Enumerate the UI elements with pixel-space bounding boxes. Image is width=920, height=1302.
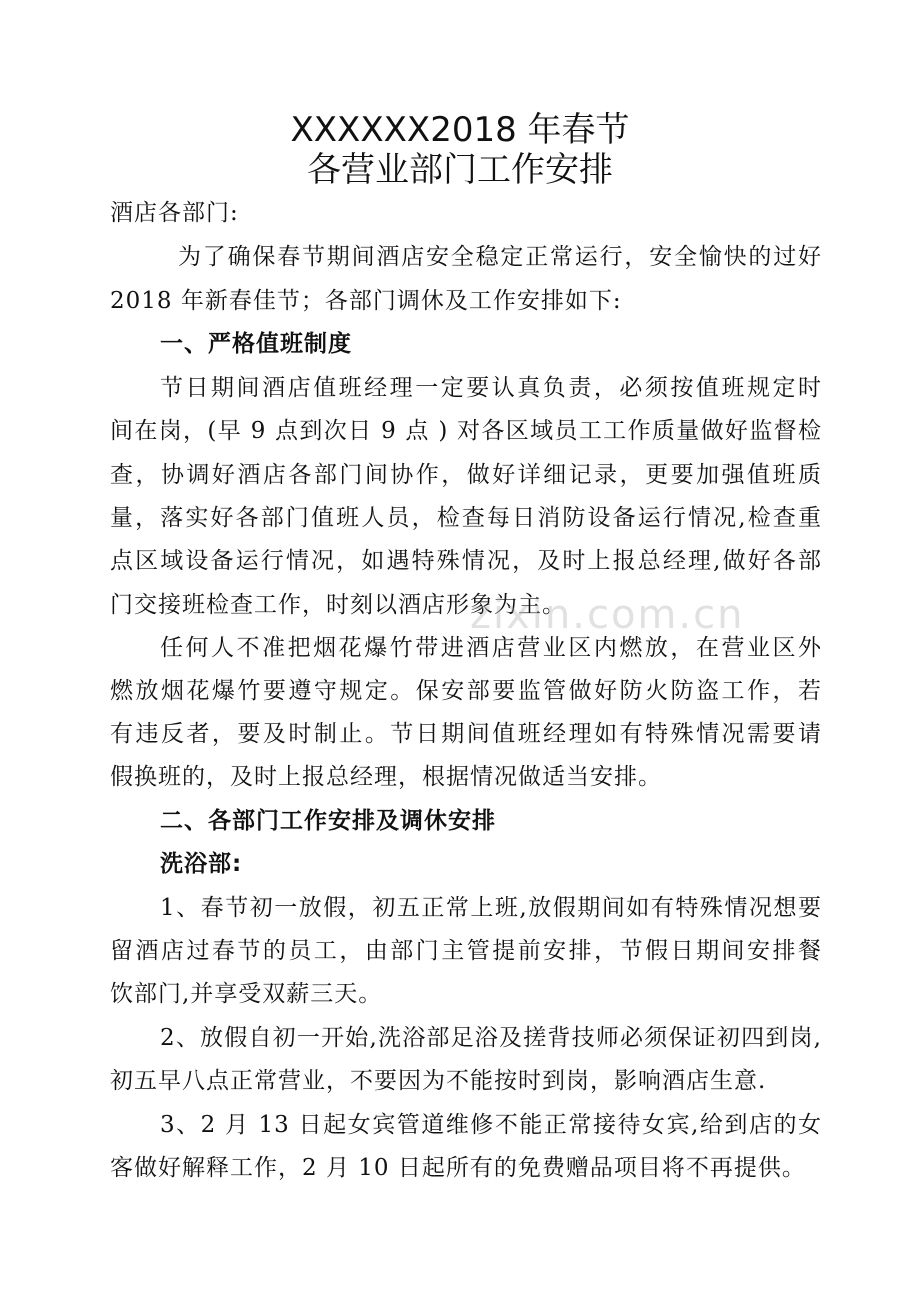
section1-para1-line: 量，落实好各部门值班人员，检查每日消防设备运行情况,检查重 bbox=[110, 505, 822, 531]
section1-para1-line: 查，协调好酒店各部门间协作，做好详细记录，更要加强值班质 bbox=[110, 462, 822, 488]
section1-para2-line: 假换班的，及时上报总经理，根据情况做适当安排。 bbox=[110, 764, 662, 790]
section1-para1-line: 间在岗，(早 9 点到次日 9 点 ) 对各区域员工工作质量做好监督检 bbox=[110, 418, 822, 444]
item3-line: 客做好解释工作，2 月 10 日起所有的免费赠品项目将不再提供。 bbox=[110, 1155, 806, 1181]
document-title-line1: XXXXXX2018 年春节 bbox=[290, 110, 630, 150]
subsection-heading: 洗浴部: bbox=[160, 851, 243, 877]
item3-line: 3、2 月 13 日起女宾管道维修不能正常接待女宾,给到店的女 bbox=[160, 1112, 822, 1138]
section1-heading: 一、严格值班制度 bbox=[160, 331, 352, 357]
section1-para1-line: 点区域设备运行情况，如遇特殊情况，及时上报总经理,做好各部 bbox=[110, 548, 822, 574]
item1-line: 1、春节初一放假，初五正常上班,放假期间如有特殊情况想要 bbox=[160, 895, 822, 921]
section1-para2-line: 燃放烟花爆竹要遵守规定。保安部要监管做好防火防盗工作，若 bbox=[110, 678, 822, 704]
section1-para1-line: 节日期间酒店值班经理一定要认真负责，必须按值班规定时 bbox=[160, 375, 822, 401]
item2-line: 2、放假自初一开始,洗浴部足浴及搓背技师必须保证初四到岗, bbox=[160, 1025, 822, 1051]
section1-para1-line: 门交接班检查工作，时刻以酒店形象为主。 bbox=[110, 592, 566, 618]
salutation: 酒店各部门: bbox=[110, 200, 239, 226]
watermark: zixin.com.cn bbox=[470, 592, 745, 638]
section1-para2-line: 任何人不准把烟花爆竹带进酒店营业区内燃放，在营业区外 bbox=[160, 635, 822, 661]
item1-line: 留酒店过春节的员工，由部门主管提前安排，节假日期间安排餐 bbox=[110, 938, 822, 964]
section1-para2-line: 有违反者，要及时制止。节日期间值班经理如有特殊情况需要请 bbox=[110, 721, 822, 747]
intro-line: 为了确保春节期间酒店安全稳定正常运行，安全愉快的过好 bbox=[178, 244, 822, 270]
item2-line: 初五早八点正常营业，不要因为不能按时到岗，影响酒店生意. bbox=[110, 1068, 767, 1094]
document-title-line2: 各营业部门工作安排 bbox=[307, 150, 613, 190]
intro-line: 2018 年新春佳节；各部门调休及工作安排如下: bbox=[110, 288, 622, 314]
section2-heading: 二、各部门工作安排及调休安排 bbox=[160, 808, 496, 834]
item1-line: 饮部门,并享受双薪三天。 bbox=[110, 981, 383, 1007]
